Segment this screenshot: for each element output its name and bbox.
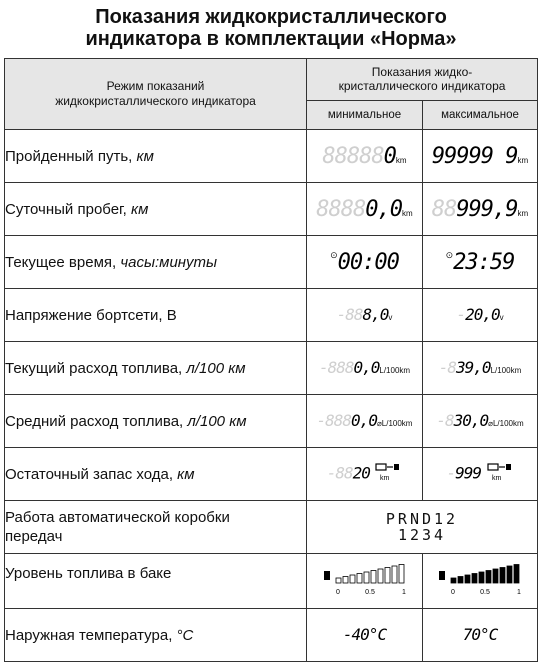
row-label-voltage: Напряжение бортсети, В — [5, 289, 307, 342]
fuel-scale-label: 0 — [451, 588, 455, 596]
header-min: минимальное — [307, 100, 423, 129]
lcd-range-min: -8820 km — [307, 448, 423, 501]
fuel-scale-label: 1 — [401, 588, 406, 596]
row-label-distance: Пройденный путь, км — [5, 130, 307, 183]
header-indications: Показания жидко- кристаллического индикатора — [307, 59, 538, 101]
fuel-scale-label: 0 — [335, 588, 340, 596]
fuel-bar — [500, 567, 505, 583]
clock-icon: ⊙ — [445, 249, 454, 260]
fuel-pump-range-icon — [374, 462, 402, 487]
row-label-current-fuel: Текущий расход топлива, л/100 км — [5, 342, 307, 395]
page-title — [0, 6, 542, 50]
gear-line-2: 1234 — [397, 526, 447, 544]
lcd-current-fuel-max: -839,0L/100km — [423, 342, 538, 395]
lcd-average-fuel-min: -8880,0⌀L/100km — [307, 395, 423, 448]
lcd-fuel-max — [423, 554, 538, 609]
lcd-voltage-max: -20,0v — [423, 289, 538, 342]
row-label-time: Текущее время, часы:минуты — [5, 236, 307, 289]
lcd-voltage-min: -888,0v — [307, 289, 423, 342]
header-max: максимальное — [423, 100, 538, 129]
fuel-pump-icon — [324, 571, 330, 580]
clock-icon: ⊙ — [330, 249, 338, 260]
lcd-distance-max: 99999 9km — [423, 130, 538, 183]
lcd-average-fuel-max: -830,0⌀L/100km — [423, 395, 538, 448]
average-icon: ⌀ — [488, 419, 493, 428]
fuel-pump-icon — [439, 571, 445, 580]
average-icon: ⌀ — [376, 419, 382, 428]
row-label-range: Остаточный запас хода, км — [5, 448, 307, 501]
lcd-range-max: -999 km — [423, 448, 538, 501]
lcd-trip-min: 88880,0km — [307, 183, 423, 236]
fuel-bar — [507, 566, 512, 583]
row-label-gearbox: Работа автоматической коробки передач — [5, 501, 307, 554]
fuel-scale-label: 0.5 — [480, 588, 490, 596]
indicator-table — [4, 58, 538, 662]
fuel-bar — [486, 570, 491, 583]
gear-line-1: PRND12 — [385, 510, 459, 528]
lcd-distance-min: 888880km — [307, 130, 423, 183]
fuel-bar — [465, 575, 470, 583]
fuel-bar — [392, 566, 397, 583]
fuel-bar — [479, 572, 484, 583]
title-line-1: Показания жидкокристаллического — [95, 6, 447, 28]
lcd-time-max: ⊙23:59 — [423, 236, 538, 289]
fuel-bar — [378, 569, 383, 583]
fuel-gauge-max — [437, 561, 523, 597]
fuel-scale-label: 1 — [517, 588, 521, 596]
lcd-current-fuel-min: -8880,0L/100km — [307, 342, 423, 395]
svg-text:km: km — [491, 474, 501, 482]
fuel-gauge-min — [322, 561, 408, 597]
fuel-bar — [493, 569, 498, 583]
fuel-scale-label: 0.5 — [364, 588, 375, 596]
lcd-trip-max: 88999,9km — [423, 183, 538, 236]
row-label-trip: Суточный пробег, км — [5, 183, 307, 236]
lcd-fuel-min — [307, 554, 423, 609]
fuel-bar — [364, 572, 369, 583]
fuel-bar — [399, 564, 404, 583]
fuel-bar — [371, 570, 376, 583]
fuel-bar — [451, 578, 456, 583]
title-line-2: индикатора в комплектации «Норма» — [85, 28, 457, 50]
fuel-bar — [472, 573, 477, 583]
fuel-bar — [336, 578, 341, 583]
fuel-bar — [458, 576, 463, 583]
lcd-gearbox — [307, 501, 538, 554]
svg-text:km: km — [380, 474, 390, 482]
fuel-bar — [350, 575, 355, 583]
lcd-time-min: ⊙00:00 — [307, 236, 423, 289]
row-label-average-fuel: Средний расход топлива, л/100 км — [5, 395, 307, 448]
fuel-bar — [385, 567, 390, 583]
lcd-temp-max: 70°C — [423, 609, 538, 662]
fuel-bar — [357, 573, 362, 583]
header-mode: Режим показаний жидкокристаллического индикатора — [5, 59, 307, 130]
fuel-bar — [343, 576, 348, 583]
fuel-pump-range-icon — [486, 462, 514, 487]
lcd-temp-min: -40°C — [307, 609, 423, 662]
fuel-bar — [514, 564, 519, 583]
row-label-temperature: Наружная температура, °С — [5, 609, 307, 662]
row-label-fuel-level: Уровень топлива в баке — [5, 554, 307, 609]
